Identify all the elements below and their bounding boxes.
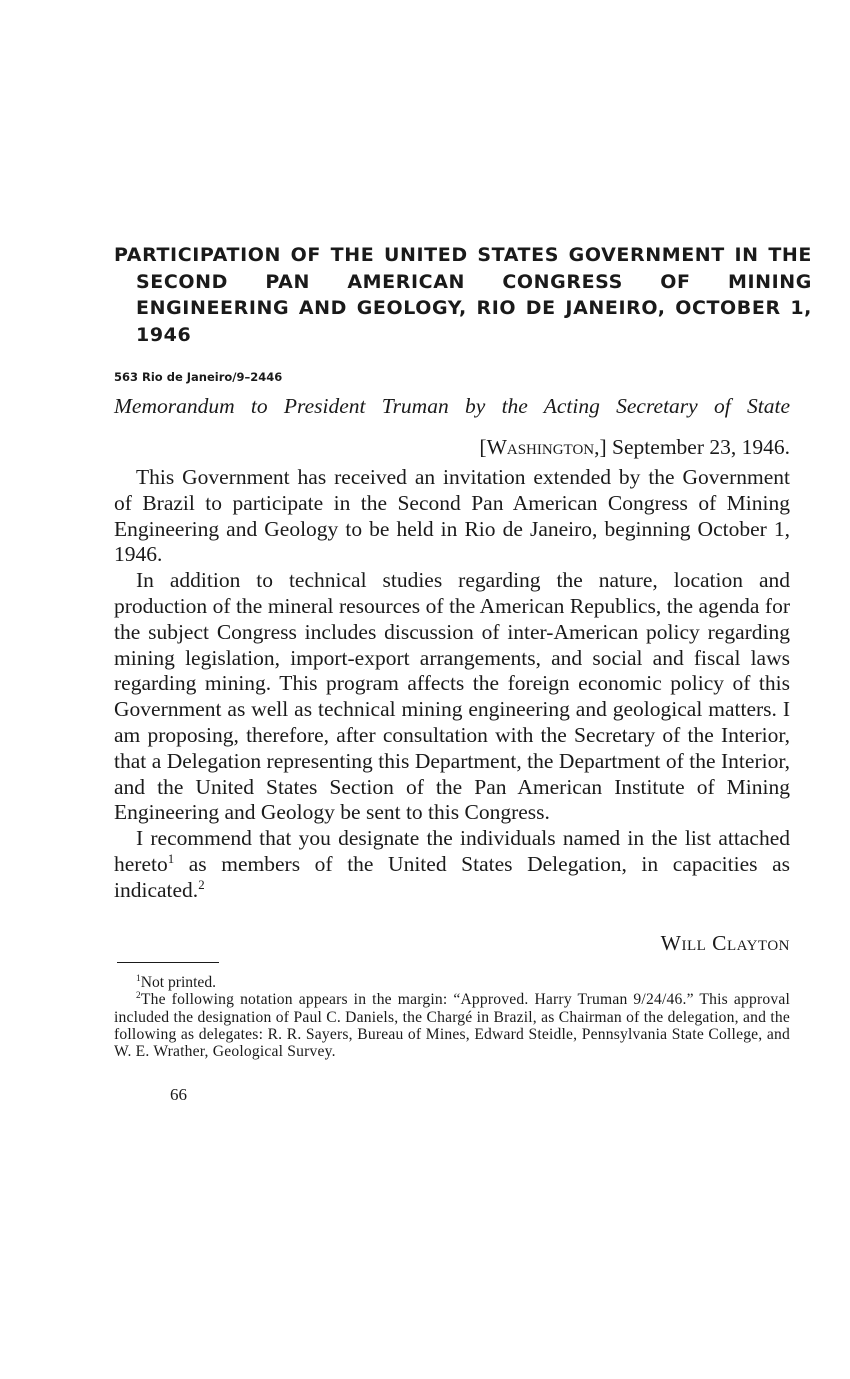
- recommendation-paragraph: [114, 826, 790, 903]
- recommendation-text: I recommend that you designate the individuals named in the list attached hereto: [114, 826, 790, 876]
- recommendation-text: as members of the United States Delegation, in capacities as indicated.: [114, 851, 790, 902]
- footnote: [114, 974, 790, 991]
- file-reference: 563 Rio de Janeiro/9–2446: [114, 370, 283, 384]
- dateline-close-bracket: ,]: [594, 435, 607, 459]
- signature: Will Clayton: [660, 931, 790, 955]
- dateline-place: Washington: [486, 435, 595, 459]
- footnote: [114, 991, 790, 1060]
- footnote-number: 2: [136, 991, 141, 1002]
- dateline-date: September 23, 1946.: [606, 435, 790, 459]
- footnote-text: Not printed.: [140, 974, 217, 991]
- dateline: [479, 434, 790, 461]
- body-paragraph: In addition to technical studies regarding the nature, location and production of the mineral resources of the American Republics, the agenda for the subject Congress includes discussion of inter-American policy regarding mining legislation, import-export arrangements, and social and fiscal laws regarding mining. This program affects the foreign economic policy of this Government as well as technical mining engineering and geological matters. I am proposing, therefore, after consultation with the Secretary of the Interior, that a Delegation representing this Department, the Department of the Interior, and the United States Section of the Pan American Institute of Mining Engineering and Geology be sent to this Congress.: [114, 568, 790, 825]
- page-title: PARTICIPATION OF THE UNITED STATES GOVERNMENT IN THE SECOND PAN AMERICAN CONGRESS OF MINING ENGINEERING AND GEOLOGY, RIO DE JANEIRO, OCTOBER 1, 1946: [114, 244, 812, 346]
- document-heading: Memorandum to President Truman by the Acting Secretary of State: [114, 394, 790, 418]
- footnotes: [114, 974, 790, 1060]
- body-paragraph: This Government has received an invitation extended by the Government of Brazil to participate in the Second Pan American Congress of Mining Engineering and Geology to be held in Rio de Janeiro, beginning October 1, 1946.: [114, 465, 790, 567]
- footnote-marker: 1: [167, 851, 175, 866]
- footnote-divider: [117, 962, 219, 963]
- footnote-marker: 2: [198, 877, 205, 892]
- dateline-open-bracket: [: [479, 435, 487, 459]
- footnote-number: 1: [136, 973, 141, 984]
- memorandum-body: [114, 465, 790, 904]
- footnote-text: The following notation appears in the margin: “Approved. Harry Truman 9/24/46.” This approval included the designation of Paul C. Daniels, the Chargé in Brazil, as Chairman of the delegation, and the following as delegates: R. R. Sayers, Bureau of Mines, Edward Steidle, Pennsylvania State College, and W. E. Wrather, Geological Survey.: [114, 991, 790, 1061]
- page-number: 66: [170, 1085, 187, 1104]
